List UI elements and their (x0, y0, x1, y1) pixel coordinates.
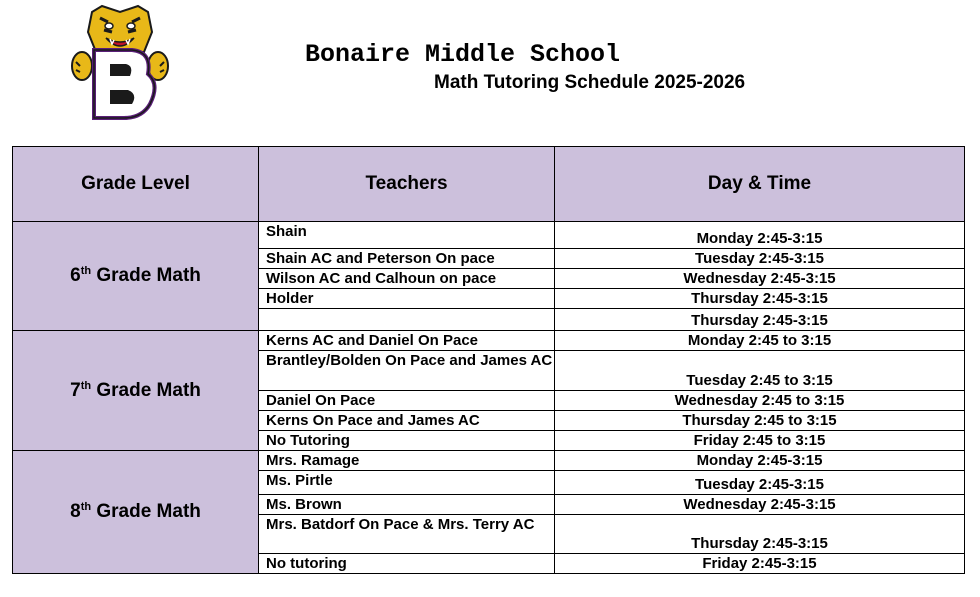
time-cell: Monday 2:45-3:15 (555, 222, 965, 249)
school-name: Bonaire Middle School (305, 40, 621, 69)
table-row (13, 222, 965, 249)
teacher-cell: Ms. Brown (259, 495, 555, 515)
teacher-cell: No Tutoring (259, 431, 555, 451)
grade-7-label: 7th Grade Math (13, 331, 259, 451)
table-row (13, 331, 965, 351)
time-cell: Wednesday 2:45-3:15 (555, 495, 965, 515)
time-cell: Tuesday 2:45-3:15 (555, 471, 965, 495)
time-cell: Thursday 2:45 to 3:15 (555, 411, 965, 431)
time-cell: Thursday 2:45-3:15 (555, 309, 965, 331)
time-cell: Tuesday 2:45-3:15 (555, 249, 965, 269)
time-cell: Tuesday 2:45 to 3:15 (555, 351, 965, 391)
teacher-cell: Shain (259, 222, 555, 249)
column-header-grade: Grade Level (13, 147, 259, 222)
table-row (13, 451, 965, 471)
teacher-cell: Holder (259, 289, 555, 309)
time-cell: Monday 2:45 to 3:15 (555, 331, 965, 351)
school-logo-tiger (70, 4, 170, 122)
teacher-cell (259, 309, 555, 331)
grade-6-label: 6th Grade Math (13, 222, 259, 331)
column-header-day-time: Day & Time (555, 147, 965, 222)
table-header-row (13, 147, 965, 222)
time-cell: Friday 2:45-3:15 (555, 554, 965, 574)
time-cell: Thursday 2:45-3:15 (555, 289, 965, 309)
tutoring-schedule-table (12, 146, 965, 574)
teacher-cell: Mrs. Ramage (259, 451, 555, 471)
schedule-subtitle: Math Tutoring Schedule 2025-2026 (434, 72, 746, 93)
teacher-cell: Kerns AC and Daniel On Pace (259, 331, 555, 351)
teacher-cell: Shain AC and Peterson On pace (259, 249, 555, 269)
teacher-cell: Ms. Pirtle (259, 471, 555, 495)
teacher-cell: Daniel On Pace (259, 391, 555, 411)
teacher-cell: Mrs. Batdorf On Pace & Mrs. Terry AC (259, 515, 555, 554)
time-cell: Friday 2:45 to 3:15 (555, 431, 965, 451)
grade-8-label: 8th Grade Math (13, 451, 259, 574)
time-cell: Thursday 2:45-3:15 (555, 515, 965, 554)
time-cell: Monday 2:45-3:15 (555, 451, 965, 471)
teacher-cell: Wilson AC and Calhoun on pace (259, 269, 555, 289)
time-cell: Wednesday 2:45 to 3:15 (555, 391, 965, 411)
teacher-cell: Brantley/Bolden On Pace and James AC (259, 351, 555, 391)
column-header-teachers: Teachers (259, 147, 555, 222)
teacher-cell: No tutoring (259, 554, 555, 574)
teacher-cell: Kerns On Pace and James AC (259, 411, 555, 431)
time-cell: Wednesday 2:45-3:15 (555, 269, 965, 289)
